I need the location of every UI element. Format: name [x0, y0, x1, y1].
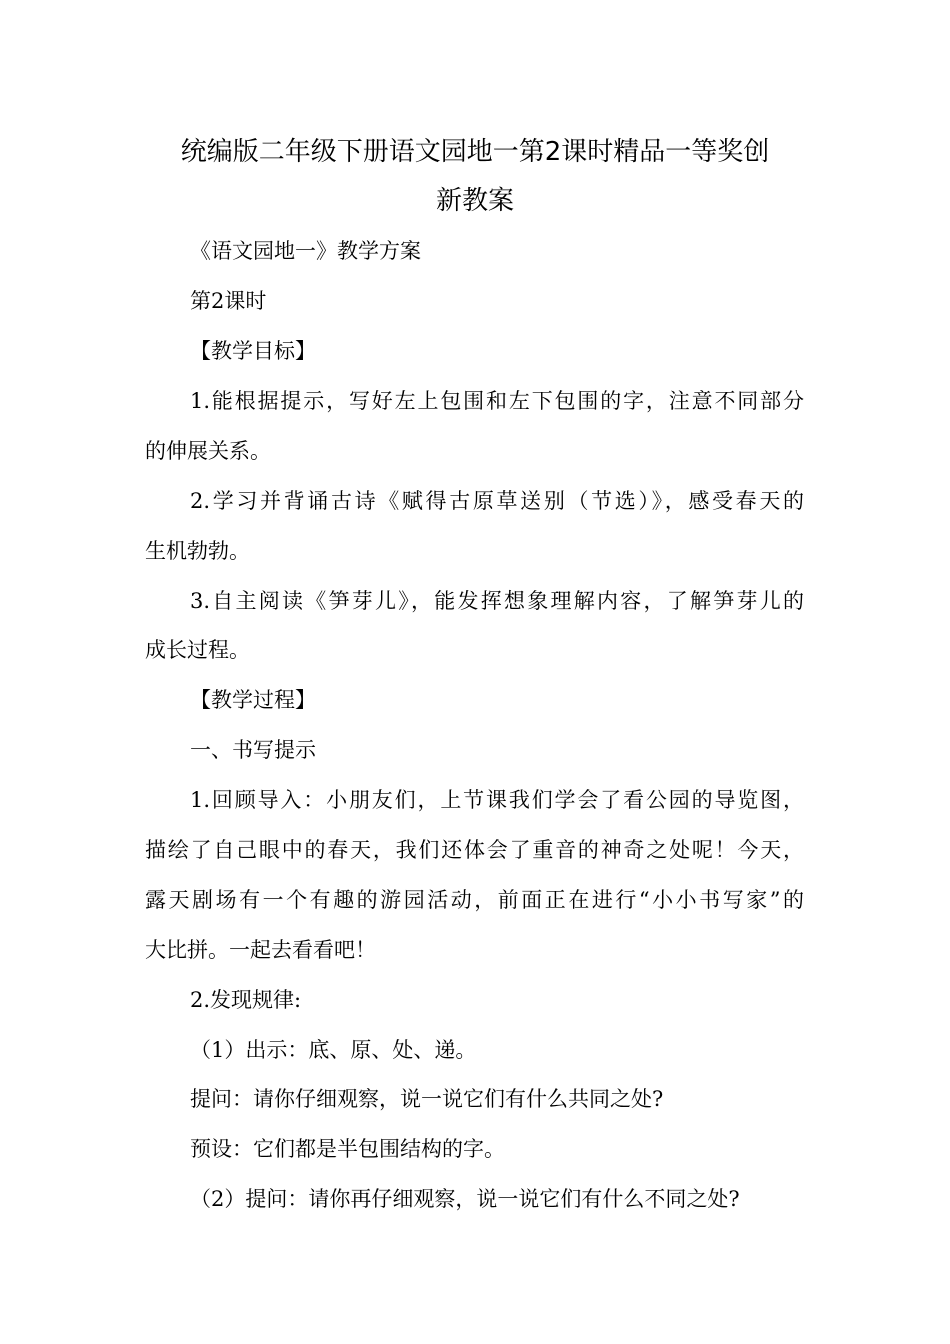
- text-line-goal-1b: 的伸展关系。: [145, 439, 271, 463]
- section-heading-process: 【教学过程】: [190, 688, 316, 712]
- text-line-show: （1）出示：底、原、处、递。: [190, 1038, 477, 1062]
- text-line-goal-3b: 成长过程。: [145, 638, 250, 662]
- text-line-question-1: 提问：请你仔细观察，说一说它们有什么共同之处?: [190, 1087, 664, 1111]
- document-title-line-2: 新教案: [435, 186, 514, 216]
- text-line-discover: 2.发现规律:: [190, 988, 302, 1012]
- text-line-review-3: 露天剧场有一个有趣的游园活动，前面正在进行“小小书写家”的: [145, 888, 804, 912]
- text-line-goal-1a: 1.能根据提示，写好左上包围和左下包围的字，注意不同部分: [190, 389, 804, 413]
- text-line-review-1: 1.回顾导入：小朋友们，上节课我们学会了看公园的导览图，: [190, 788, 804, 812]
- text-line-goal-2b: 生机勃勃。: [145, 539, 250, 563]
- text-line-1: 《语文园地一》教学方案: [190, 239, 421, 263]
- text-line-question-2: （2）提问：请你再仔细观察，说一说它们有什么不同之处?: [190, 1187, 740, 1211]
- section-heading-goals: 【教学目标】: [190, 339, 316, 363]
- text-line-review-2: 描绘了自己眼中的春天，我们还体会了重音的神奇之处呢！今天，: [145, 838, 804, 862]
- subsection-heading-writing: 一、书写提示: [190, 738, 316, 762]
- text-line-goal-2a: 2.学习并背诵古诗《赋得古原草送别（节选）》，感受春天的: [190, 489, 804, 513]
- document-title-line-1: 统编版二年级下册语文园地一第2课时精品一等奖创: [180, 137, 770, 167]
- text-line-answer-1: 预设：它们都是半包围结构的字。: [190, 1137, 505, 1161]
- text-line-goal-3a: 3.自主阅读《笋芽儿》，能发挥想象理解内容，了解笋芽儿的: [190, 589, 804, 613]
- text-line-review-4: 大比拼。一起去看看吧！: [145, 938, 376, 962]
- text-line-2: 第2课时: [190, 289, 267, 313]
